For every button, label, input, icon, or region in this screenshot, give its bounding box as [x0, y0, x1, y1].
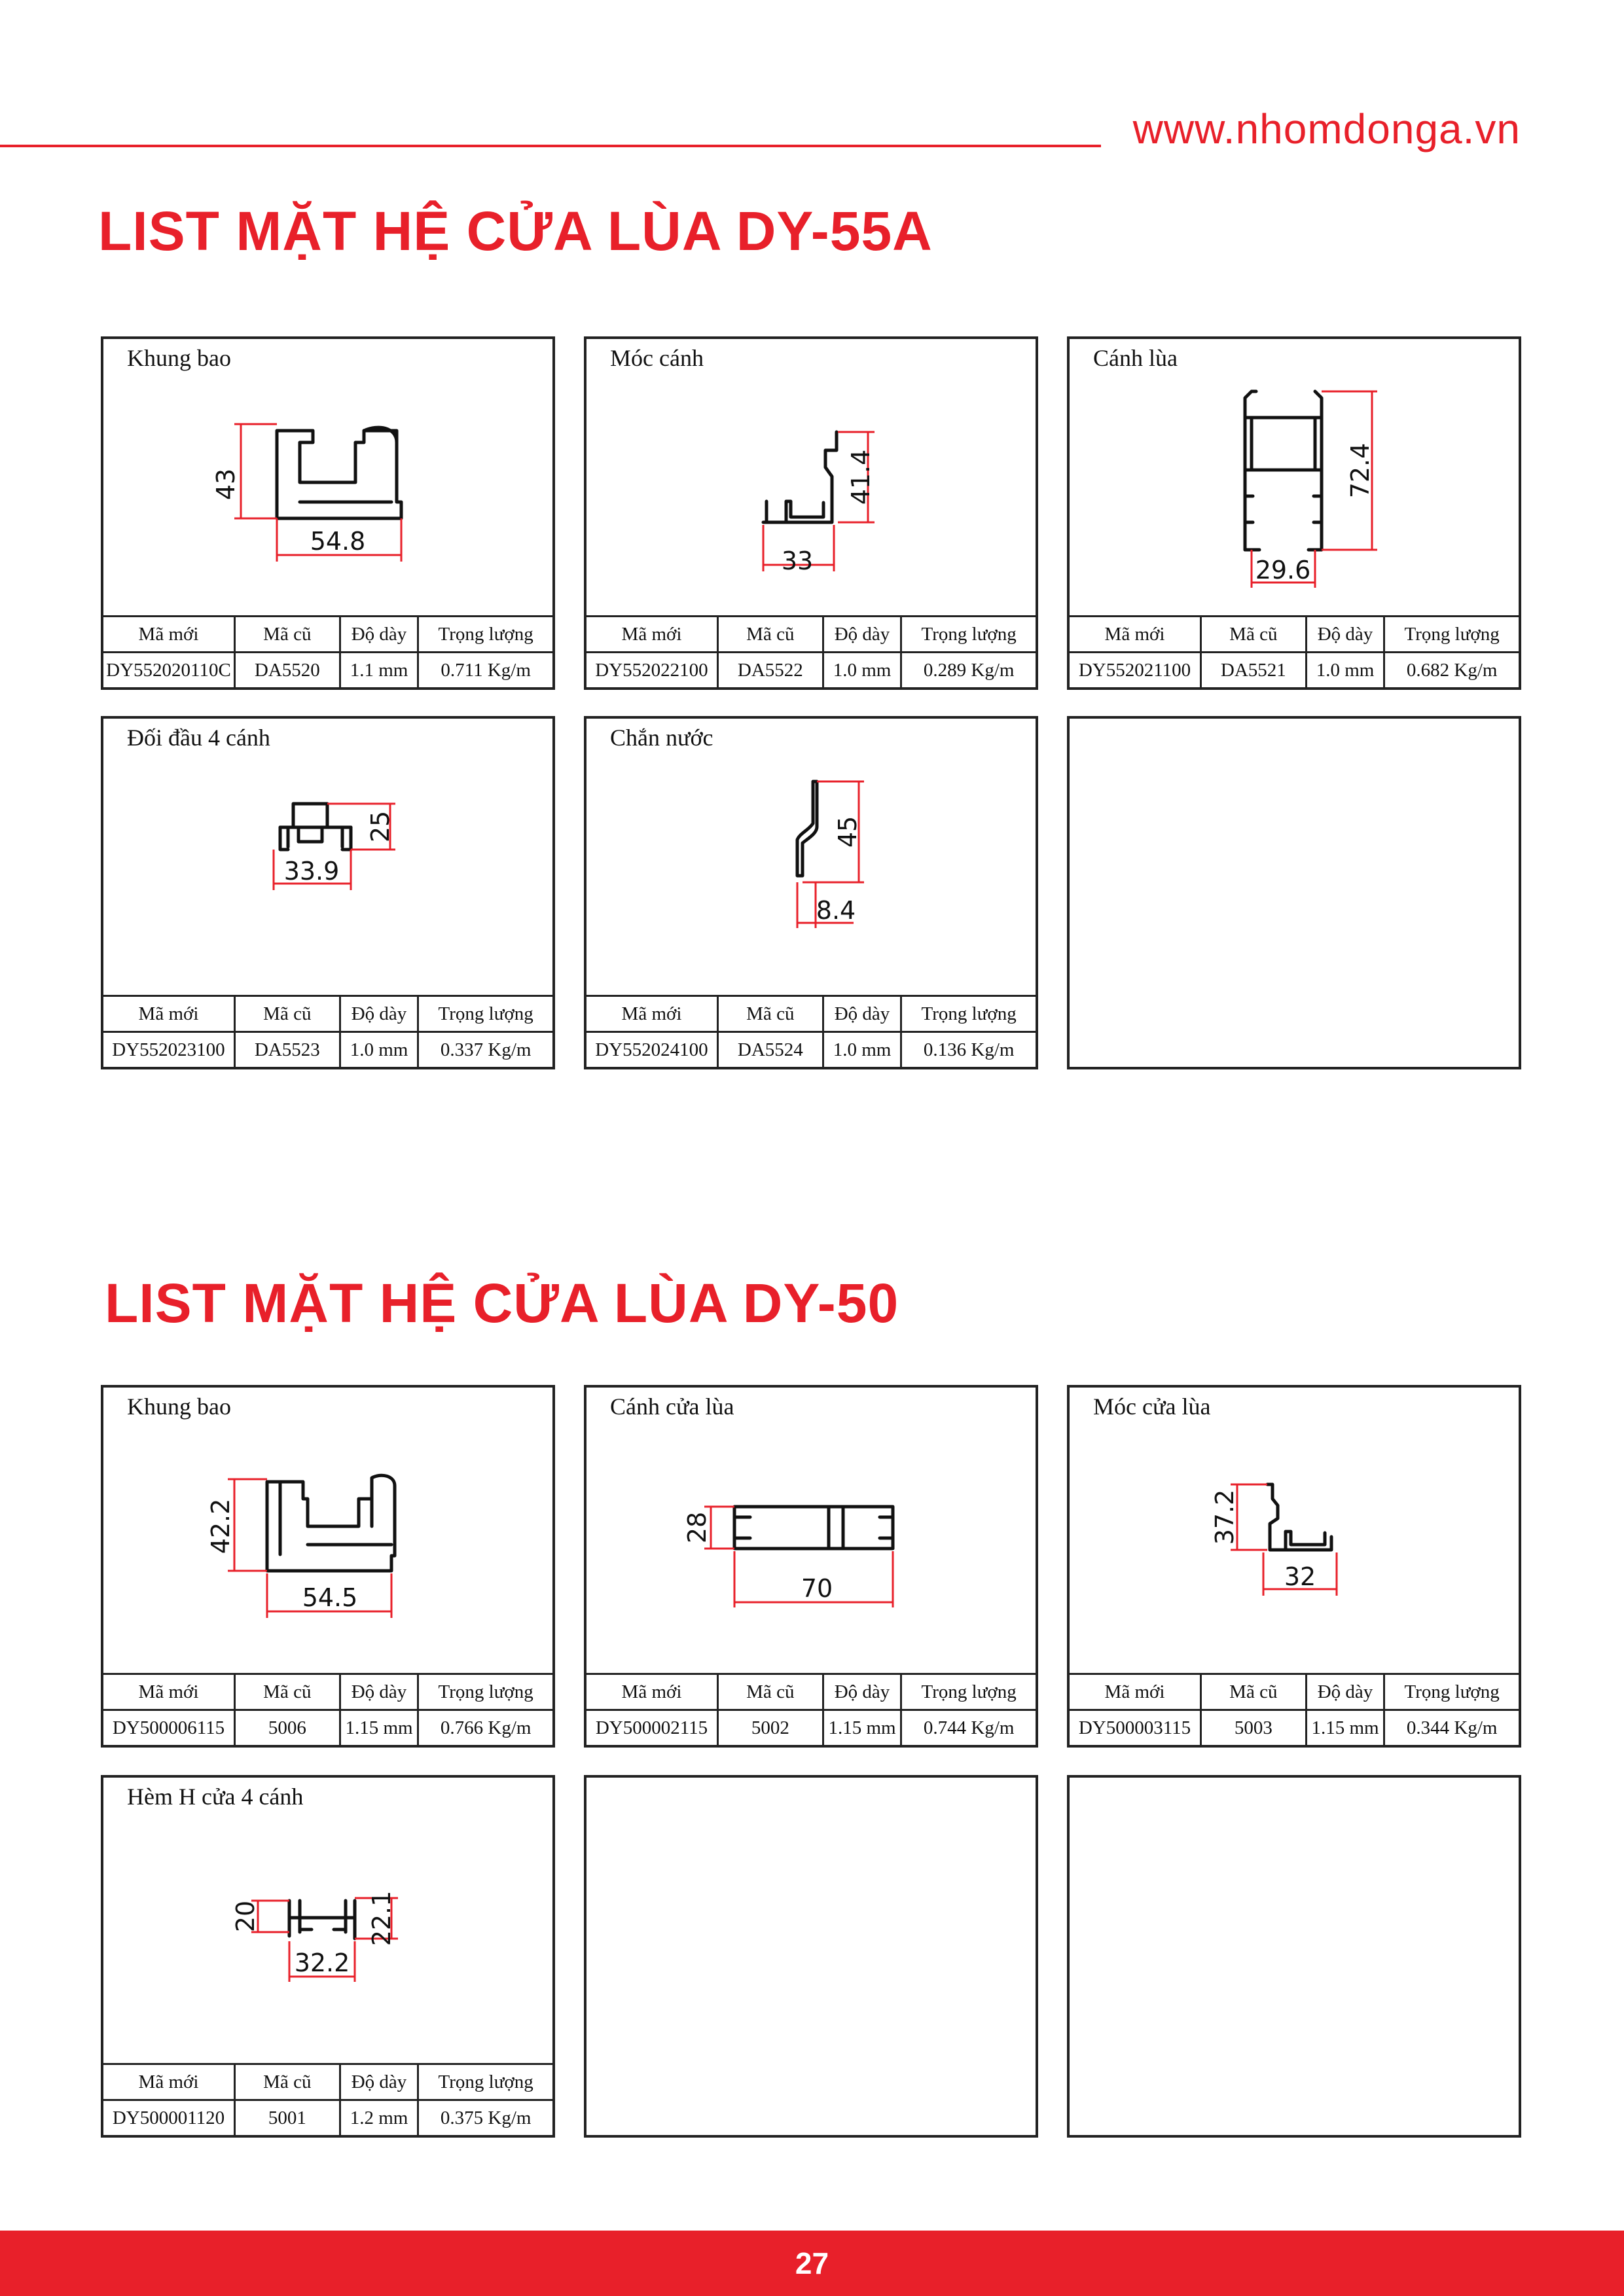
thickness: 1.15 mm	[1306, 1710, 1384, 1746]
header-weight: Trọng lượng	[418, 2064, 552, 2100]
profile-name: Khung bao	[127, 345, 231, 371]
weight: 0.766 Kg/m	[418, 1710, 552, 1746]
header-thickness: Độ dày	[340, 1674, 418, 1710]
page-number: 27	[795, 2246, 829, 2280]
new-code: DY500006115	[103, 1710, 234, 1746]
profile-name: Cánh cửa lùa	[610, 1393, 734, 1420]
dim-height-label: 72.4	[1346, 442, 1375, 499]
spec-table	[103, 615, 552, 687]
weight: 0.337 Kg/m	[418, 1032, 552, 1067]
weight: 0.289 Kg/m	[901, 653, 1036, 688]
header-rule	[0, 145, 1101, 147]
thickness: 1.15 mm	[340, 1710, 418, 1746]
header-old-code: Mã cũ	[717, 617, 823, 653]
dim-height-label: 37.2	[1210, 1489, 1239, 1545]
profile-card	[101, 716, 555, 1069]
header-thickness: Độ dày	[340, 617, 418, 653]
header-new-code: Mã mới	[103, 2064, 234, 2100]
dim-height-label: 41.4	[846, 449, 875, 505]
footer-bar	[0, 2231, 1624, 2296]
spec-table	[586, 1673, 1036, 1745]
dim-width-label: 33.9	[283, 857, 340, 886]
header-thickness: Độ dày	[823, 1674, 901, 1710]
thickness: 1.0 mm	[823, 1032, 901, 1067]
thickness: 1.1 mm	[340, 653, 418, 688]
site-url[interactable]: www.nhomdonga.vn	[1132, 105, 1521, 152]
dim-width-label: 54.5	[302, 1583, 358, 1612]
profile-card	[101, 1775, 555, 2138]
thickness: 1.15 mm	[823, 1710, 901, 1746]
section-title-dy50: LIST MẶT HỆ CỬA LÙA DY-50	[105, 1272, 899, 1334]
header-thickness: Độ dày	[823, 617, 901, 653]
profile-card	[584, 716, 1038, 1069]
thickness: 1.2 mm	[340, 2100, 418, 2136]
old-code: 5002	[717, 1710, 823, 1746]
spec-table	[586, 995, 1036, 1067]
old-code: 5001	[234, 2100, 340, 2136]
profile-card	[1067, 336, 1521, 690]
old-code: DA5524	[717, 1032, 823, 1067]
header-old-code: Mã cũ	[717, 996, 823, 1032]
thickness: 1.0 mm	[340, 1032, 418, 1067]
weight: 0.344 Kg/m	[1384, 1710, 1519, 1746]
weight: 0.744 Kg/m	[901, 1710, 1036, 1746]
weight: 0.711 Kg/m	[418, 653, 552, 688]
header-weight: Trọng lượng	[901, 617, 1036, 653]
profile-name: Chắn nước	[610, 725, 713, 751]
spec-table	[1070, 1673, 1519, 1745]
spec-table	[103, 2063, 552, 2135]
profile-name: Hèm H cửa 4 cánh	[127, 1784, 304, 1810]
spec-table	[1070, 615, 1519, 687]
header-weight: Trọng lượng	[901, 1674, 1036, 1710]
new-code: DY552020110C	[103, 653, 234, 688]
header-thickness: Độ dày	[340, 996, 418, 1032]
header-new-code: Mã mới	[103, 1674, 234, 1710]
empty-card	[584, 1775, 1038, 2138]
dim-width-label: 54.8	[310, 527, 366, 556]
profile-card	[584, 336, 1038, 690]
profile-card	[1067, 1385, 1521, 1748]
dim-left-height-label: 20	[231, 1900, 260, 1933]
weight: 0.682 Kg/m	[1384, 653, 1519, 688]
profile-card	[101, 1385, 555, 1748]
profile-name: Móc cánh	[610, 345, 704, 371]
header-new-code: Mã mới	[103, 996, 234, 1032]
old-code: 5003	[1200, 1710, 1306, 1746]
profile-name: Cánh lùa	[1093, 345, 1178, 371]
dim-width-label: 32	[1284, 1562, 1316, 1591]
profile-name: Khung bao	[127, 1393, 231, 1420]
thickness: 1.0 mm	[1306, 653, 1384, 688]
new-code: DY500003115	[1070, 1710, 1200, 1746]
header-thickness: Độ dày	[340, 2064, 418, 2100]
dim-width-label: 33	[781, 547, 814, 575]
dim-height-label: 42.2	[206, 1498, 235, 1554]
header-old-code: Mã cũ	[1200, 1674, 1306, 1710]
header-old-code: Mã cũ	[717, 1674, 823, 1710]
spec-table	[103, 995, 552, 1067]
header-weight: Trọng lượng	[1384, 1674, 1519, 1710]
weight: 0.136 Kg/m	[901, 1032, 1036, 1067]
new-code: DY552021100	[1070, 653, 1200, 688]
empty-card	[1067, 1775, 1521, 2138]
weight: 0.375 Kg/m	[418, 2100, 552, 2136]
profile-name: Móc cửa lùa	[1093, 1393, 1211, 1420]
dim-height-label: 43	[211, 468, 240, 501]
new-code: DY552023100	[103, 1032, 234, 1067]
dim-height-label: 25	[366, 810, 395, 843]
new-code: DY552022100	[586, 653, 717, 688]
header-new-code: Mã mới	[103, 617, 234, 653]
header-thickness: Độ dày	[1306, 617, 1384, 653]
header-thickness: Độ dày	[1306, 1674, 1384, 1710]
header-thickness: Độ dày	[823, 996, 901, 1032]
profile-card	[584, 1385, 1038, 1748]
dim-width-label: 29.6	[1255, 556, 1311, 584]
empty-card	[1067, 716, 1521, 1069]
header-new-code: Mã mới	[1070, 1674, 1200, 1710]
spec-table	[586, 615, 1036, 687]
header-new-code: Mã mới	[586, 1674, 717, 1710]
old-code: DA5521	[1200, 653, 1306, 688]
old-code: 5006	[234, 1710, 340, 1746]
header-new-code: Mã mới	[1070, 617, 1200, 653]
header-weight: Trọng lượng	[901, 996, 1036, 1032]
new-code: DY552024100	[586, 1032, 717, 1067]
header-weight: Trọng lượng	[418, 617, 552, 653]
dim-height-label: 45	[833, 816, 862, 848]
dim-width-label: 70	[801, 1574, 833, 1603]
profile-name: Đối đầu 4 cánh	[127, 725, 270, 751]
header-old-code: Mã cũ	[234, 1674, 340, 1710]
old-code: DA5520	[234, 653, 340, 688]
header-weight: Trọng lượng	[418, 996, 552, 1032]
header-new-code: Mã mới	[586, 996, 717, 1032]
header-weight: Trọng lượng	[1384, 617, 1519, 653]
spec-table	[103, 1673, 552, 1745]
old-code: DA5522	[717, 653, 823, 688]
dim-width-label: 32.2	[294, 1948, 350, 1977]
header-old-code: Mã cũ	[234, 996, 340, 1032]
thickness: 1.0 mm	[823, 653, 901, 688]
dim-right-height-label: 22.1	[367, 1890, 396, 1946]
header-weight: Trọng lượng	[418, 1674, 552, 1710]
new-code: DY500002115	[586, 1710, 717, 1746]
new-code: DY500001120	[103, 2100, 234, 2136]
section-title-dy55a: LIST MẶT HỆ CỬA LÙA DY-55A	[98, 200, 933, 262]
header-old-code: Mã cũ	[1200, 617, 1306, 653]
old-code: DA5523	[234, 1032, 340, 1067]
header-old-code: Mã cũ	[234, 2064, 340, 2100]
header-new-code: Mã mới	[586, 617, 717, 653]
dim-width-label: 8.4	[816, 896, 856, 925]
profile-card	[101, 336, 555, 690]
dim-height-label: 28	[683, 1511, 712, 1544]
header-old-code: Mã cũ	[234, 617, 340, 653]
